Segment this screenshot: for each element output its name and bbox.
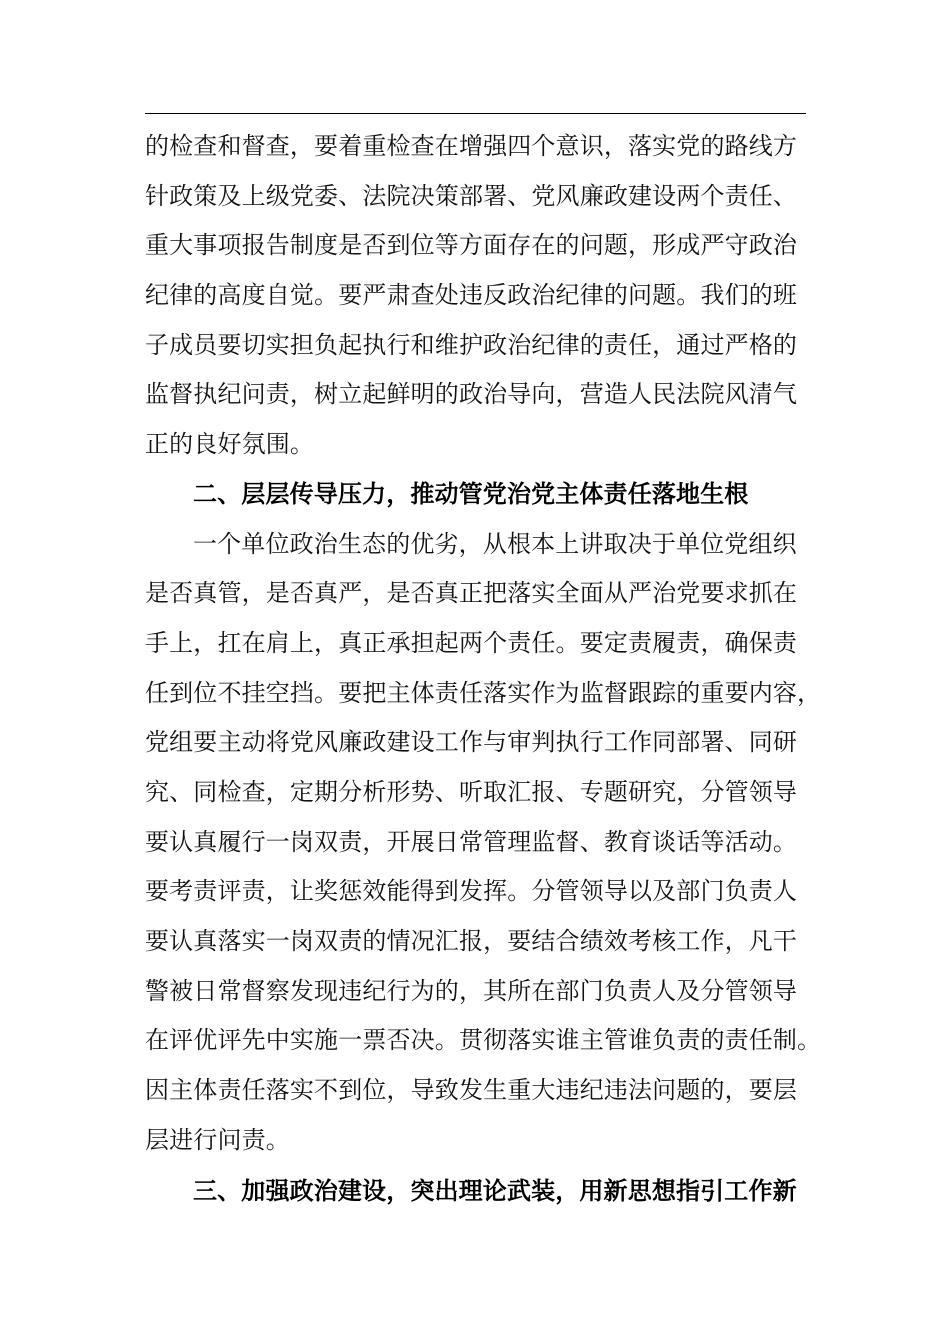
paragraph-line: 要认真履行一岗双责，开展日常管理监督、教育谈话等活动。 [145, 828, 798, 856]
paragraph-line: 手上，扛在肩上，真正承担起两个责任。要定责履责，确保责 [145, 629, 798, 657]
header-rule [145, 113, 806, 114]
paragraph-line: 警被日常督察发现违纪行为的，其所在部门负责人及分管领导 [145, 977, 798, 1005]
paragraph-line: 任到位不挂空挡。要把主体责任落实作为监督跟踪的重要内容， [145, 679, 822, 707]
paragraph-line: 的检查和督查，要着重检查在增强四个意识，落实党的路线方 [145, 132, 798, 160]
paragraph-line: 因主体责任落实不到位，导致发生重大违纪违法问题的，要层 [145, 1076, 798, 1104]
paragraph-line: 监督执纪问责，树立起鲜明的政治导向，营造人民法院风清气 [145, 380, 798, 408]
section-heading: 三、加强政治建设，突出理论武装，用新思想指引工作新 [193, 1177, 797, 1205]
paragraph-line: 层进行问责。 [145, 1126, 290, 1154]
paragraph-line: 一个单位政治生态的优劣，从根本上讲取决于单位党组织 [193, 530, 797, 558]
paragraph-line: 子成员要切实担负起执行和维护政治纪律的责任，通过严格的 [145, 331, 798, 359]
paragraph-line: 究、同检查，定期分析形势、听取汇报、专题研究，分管领导 [145, 778, 798, 806]
paragraph-line: 要认真落实一岗双责的情况汇报，要结合绩效考核工作，凡干 [145, 927, 798, 955]
paragraph-line: 党组要主动将党风廉政建设工作与审判执行工作同部署、同研 [145, 728, 798, 756]
paragraph-line: 在评优评先中实施一票否决。贯彻落实谁主管谁负责的责任制。 [145, 1026, 822, 1054]
paragraph-line: 正的良好氛围。 [145, 430, 315, 458]
paragraph-line: 针政策及上级党委、法院决策部署、党风廉政建设两个责任、 [145, 182, 798, 210]
paragraph-line: 重大事项报告制度是否到位等方面存在的问题，形成严守政治 [145, 231, 798, 259]
paragraph-line: 是否真管，是否真严，是否真正把落实全面从严治党要求抓在 [145, 579, 798, 607]
paragraph-line: 纪律的高度自觉。要严肃查处违反政治纪律的问题。我们的班 [145, 281, 798, 309]
section-heading: 二、层层传导压力，推动管党治党主体责任落地生根 [193, 480, 749, 508]
paragraph-line: 要考责评责，让奖惩效能得到发挥。分管领导以及部门负责人 [145, 877, 798, 905]
